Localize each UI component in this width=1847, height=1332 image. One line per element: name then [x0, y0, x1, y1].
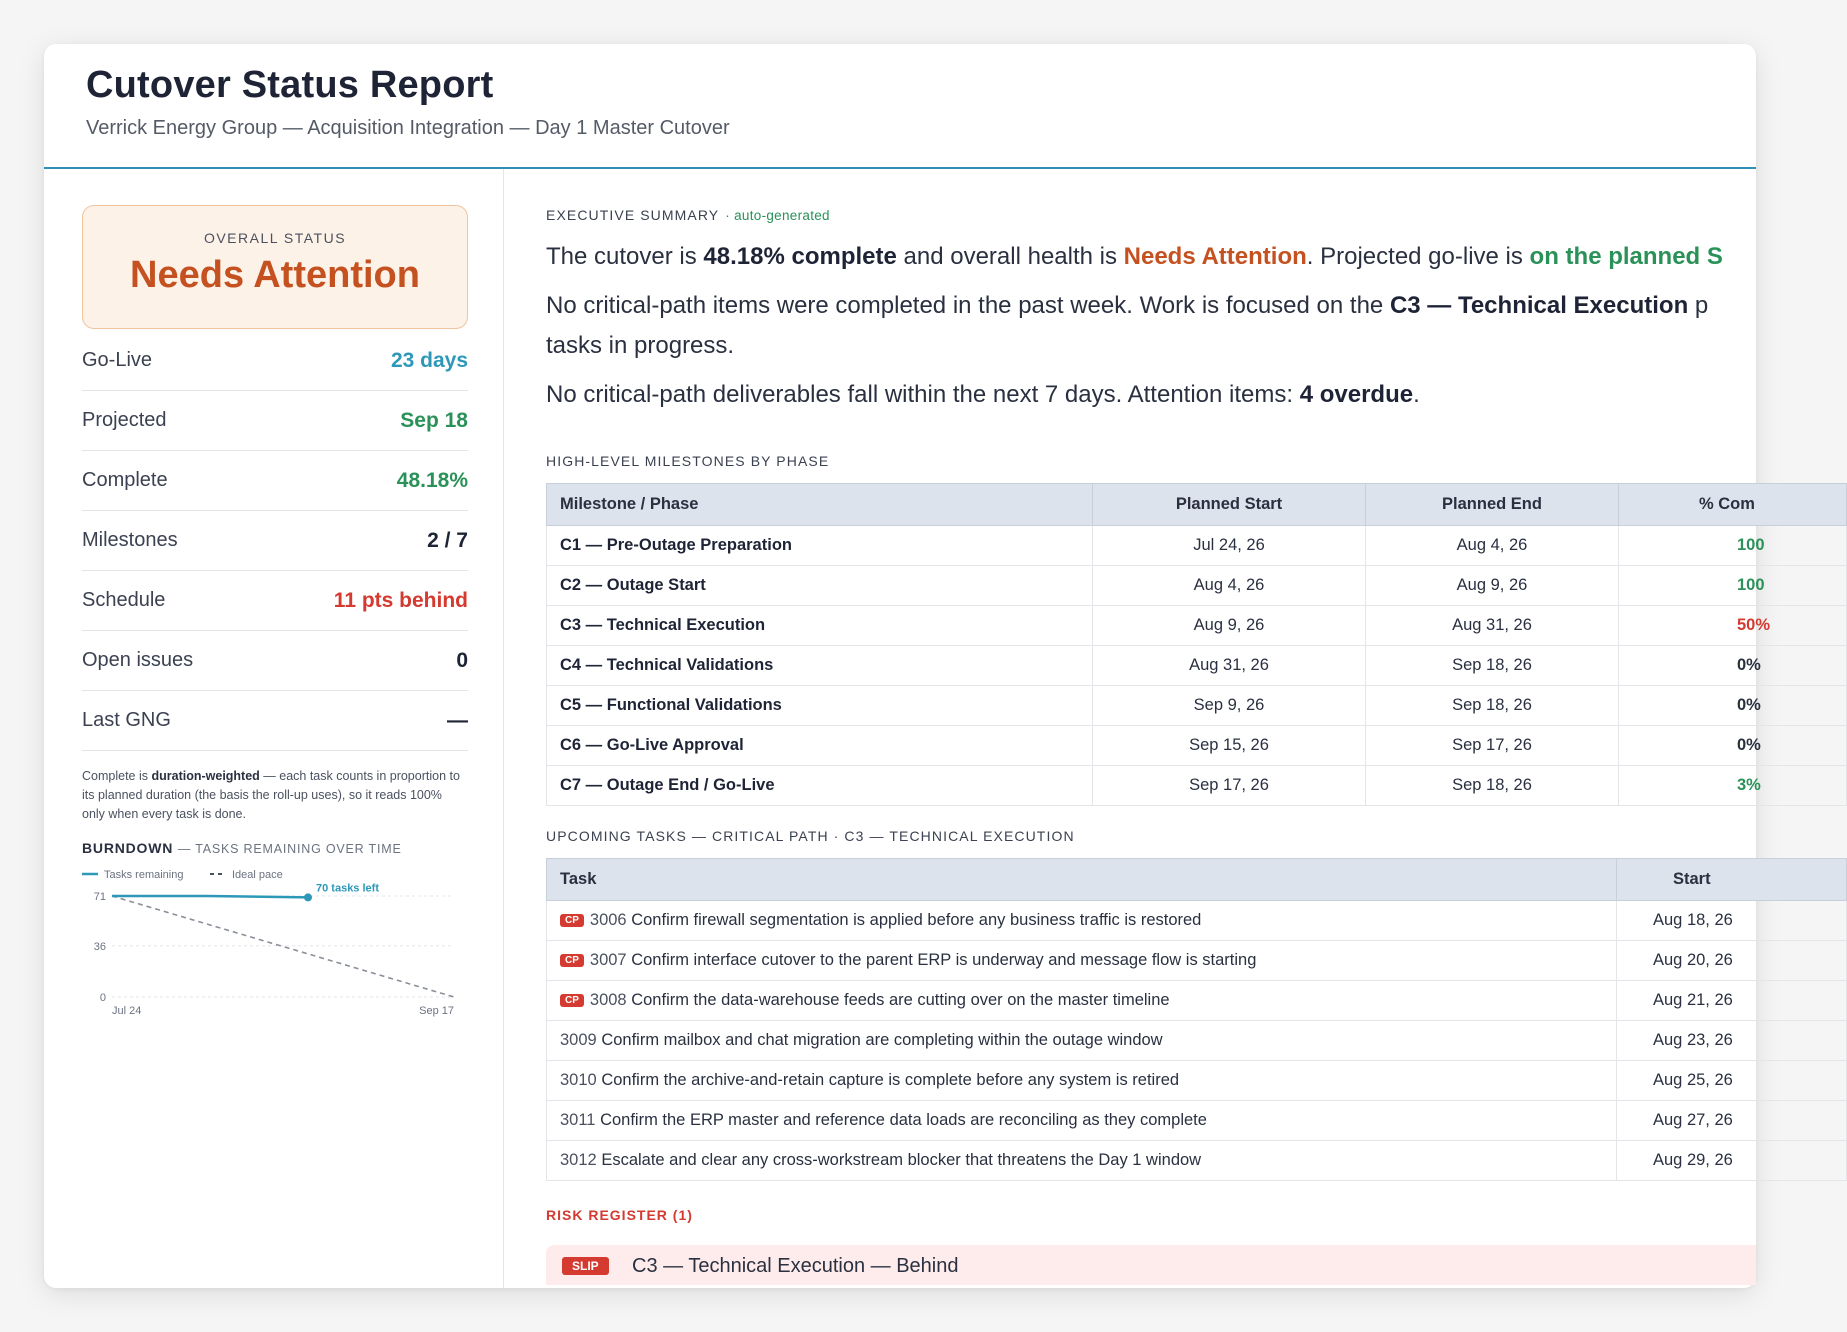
task-start: Aug 18, 26	[1617, 901, 1847, 941]
tasks-heading: UPCOMING TASKS — CRITICAL PATH · C3 — TECHNICAL EXECUTION	[546, 828, 1075, 844]
kpi-row	[82, 451, 468, 511]
kpi-value: 0	[456, 648, 468, 672]
milestone-end: Aug 9, 26	[1366, 566, 1619, 606]
col-start[interactable]: Start	[1617, 859, 1847, 901]
task-id: 3006	[589, 911, 627, 929]
page-subtitle: Verrick Energy Group — Acquisition Integration — Day 1 Master Cutover	[86, 117, 730, 139]
x-tick-label: Jul 24	[112, 1005, 142, 1017]
task-text: Confirm the data-warehouse feeds are cutting over on the master timeline	[631, 991, 1170, 1009]
col-task[interactable]: Task	[547, 859, 1617, 901]
milestone-row[interactable]	[547, 686, 1847, 726]
critical-path-badge: CP	[560, 994, 584, 1007]
task-id: 3010	[560, 1071, 597, 1089]
milestone-name: C4 — Technical Validations	[547, 646, 1093, 686]
kpi-value: 23 days	[390, 348, 468, 372]
milestone-name: C2 — Outage Start	[547, 566, 1093, 606]
milestone-end: Sep 18, 26	[1366, 766, 1619, 806]
tasks-remaining-point	[304, 893, 312, 901]
sidebar	[44, 169, 504, 1288]
task-id: 3007	[589, 951, 627, 969]
milestone-start: Sep 15, 26	[1093, 726, 1366, 766]
task-text: Confirm firewall segmentation is applied before any business traffic is restored	[631, 911, 1202, 929]
risk-text: C3 — Technical Execution — Behind	[632, 1255, 959, 1277]
milestone-name: C3 — Technical Execution	[547, 606, 1093, 646]
kpi-value: —	[447, 708, 468, 732]
kpi-value: 2 / 7	[427, 528, 468, 552]
milestone-start: Sep 17, 26	[1093, 766, 1366, 806]
overall-status-value: Needs Attention	[130, 254, 420, 296]
ideal-pace-line	[112, 896, 454, 997]
task-id: 3008	[589, 991, 627, 1009]
milestone-name: C1 — Pre-Outage Preparation	[547, 526, 1093, 566]
milestone-start: Aug 9, 26	[1093, 606, 1366, 646]
milestone-start: Sep 9, 26	[1093, 686, 1366, 726]
milestone-pct: 0%	[1619, 646, 1847, 686]
milestone-row[interactable]	[547, 646, 1847, 686]
milestone-pct: 0%	[1619, 686, 1847, 726]
task-cell	[547, 981, 1617, 1021]
milestone-pct: 3%	[1619, 766, 1847, 806]
critical-path-badge: CP	[560, 954, 584, 967]
task-cell	[547, 1061, 1617, 1101]
task-text: Confirm the ERP master and reference data loads are reconciling as they complete	[600, 1111, 1207, 1129]
kpi-row	[82, 331, 468, 391]
summary-heading: EXECUTIVE SUMMARY · auto-generated	[546, 207, 830, 223]
milestone-row[interactable]	[547, 526, 1847, 566]
milestone-row[interactable]	[547, 726, 1847, 766]
risk-heading: RISK REGISTER (1)	[546, 1207, 693, 1223]
executive-summary	[546, 237, 1756, 415]
task-row[interactable]	[547, 1141, 1847, 1181]
task-row[interactable]	[547, 941, 1847, 981]
col-pct-complete[interactable]: % Com	[1619, 484, 1847, 526]
task-start: Aug 20, 26	[1617, 941, 1847, 981]
milestones-heading: HIGH-LEVEL MILESTONES BY PHASE	[546, 453, 830, 469]
milestone-name: C7 — Outage End / Go-Live	[547, 766, 1093, 806]
milestone-end: Sep 18, 26	[1366, 646, 1619, 686]
milestone-start: Aug 4, 26	[1093, 566, 1366, 606]
kpi-value: 48.18%	[396, 468, 468, 492]
col-planned-start[interactable]: Planned Start	[1093, 484, 1366, 526]
kpi-list	[82, 331, 468, 751]
task-row[interactable]	[547, 981, 1847, 1021]
task-row[interactable]	[547, 901, 1847, 941]
task-row[interactable]	[547, 1061, 1847, 1101]
task-start: Aug 25, 26	[1617, 1061, 1847, 1101]
milestone-pct: 100	[1619, 566, 1847, 606]
task-cell	[547, 941, 1617, 981]
risk-item[interactable]	[546, 1245, 1756, 1285]
milestone-end: Sep 17, 26	[1366, 726, 1619, 766]
task-text: Confirm the archive-and-retain capture is complete before any system is retired	[601, 1071, 1180, 1089]
burndown-chart	[82, 866, 468, 1046]
legend-ideal-label: Ideal pace	[232, 869, 283, 881]
task-cell	[547, 901, 1617, 941]
summary-p3: No critical-path deliverables fall within the next 7 days. Attention items: 4 overdue.	[546, 381, 1420, 408]
kpi-label: Milestones	[82, 529, 178, 551]
kpi-value: 11 pts behind	[333, 588, 468, 612]
burndown-callout: 70 tasks left	[316, 882, 379, 895]
task-text: Escalate and clear any cross-workstream blocker that threatens the Day 1 window	[601, 1151, 1202, 1169]
milestone-name: C5 — Functional Validations	[547, 686, 1093, 726]
kpi-row	[82, 511, 468, 571]
kpi-label: Complete	[82, 469, 168, 491]
kpi-value: Sep 18	[400, 408, 468, 432]
overall-status-label: OVERALL STATUS	[203, 230, 347, 246]
milestone-pct: 100	[1619, 526, 1847, 566]
summary-p1: The cutover is 48.18% complete and overall health is Needs Attention. Projected go-live is on the planned S	[546, 243, 1723, 270]
task-id: 3011	[560, 1111, 596, 1129]
kpi-row	[82, 691, 468, 751]
complete-note: Complete is duration-weighted — each task counts in proportion to its planned duration (the basis the roll-up uses), so it reads 100% only when every task is done.	[82, 769, 460, 821]
task-text: Confirm mailbox and chat migration are completing within the outage window	[601, 1031, 1163, 1049]
milestones-table	[546, 483, 1847, 806]
milestone-pct: 50%	[1619, 606, 1847, 646]
tasks-table	[546, 858, 1847, 1181]
milestone-name: C6 — Go-Live Approval	[547, 726, 1093, 766]
kpi-label: Projected	[82, 409, 167, 431]
milestone-row[interactable]	[547, 566, 1847, 606]
report-card	[44, 44, 1771, 1288]
milestone-row[interactable]	[547, 606, 1847, 646]
main-content	[504, 169, 1771, 1288]
col-planned-end[interactable]: Planned End	[1366, 484, 1619, 526]
milestone-row[interactable]	[547, 766, 1847, 806]
critical-path-badge: CP	[560, 914, 584, 927]
milestone-end: Aug 4, 26	[1366, 526, 1619, 566]
kpi-label: Last GNG	[82, 709, 171, 731]
task-row[interactable]	[547, 1021, 1847, 1061]
col-milestone[interactable]: Milestone / Phase	[547, 484, 1093, 526]
task-id: 3012	[560, 1151, 597, 1169]
task-start: Aug 21, 26	[1617, 981, 1847, 1021]
kpi-label: Go-Live	[82, 349, 153, 371]
page-title: Cutover Status Report	[86, 64, 494, 106]
kpi-row	[82, 631, 468, 691]
kpi-row	[82, 391, 468, 451]
milestone-start: Jul 24, 26	[1093, 526, 1366, 566]
kpi-label: Open issues	[82, 649, 194, 671]
overall-status-card	[82, 205, 468, 329]
legend-remaining-label: Tasks remaining	[104, 869, 184, 881]
task-cell	[547, 1101, 1617, 1141]
milestone-start: Aug 31, 26	[1093, 646, 1366, 686]
slip-badge: SLIP	[562, 1257, 609, 1275]
task-id: 3009	[560, 1031, 597, 1049]
report-header	[44, 44, 1756, 169]
milestone-end: Sep 18, 26	[1366, 686, 1619, 726]
kpi-row	[82, 571, 468, 631]
burndown-title: BURNDOWN — TASKS REMAINING OVER TIME	[82, 840, 402, 856]
task-text: Confirm interface cutover to the parent ERP is underway and message flow is starting	[631, 951, 1257, 969]
milestone-end: Aug 31, 26	[1366, 606, 1619, 646]
summary-p2: No critical-path items were completed in the past week. Work is focused on the C3 — Technical Execution p	[546, 292, 1709, 319]
task-start: Aug 23, 26	[1617, 1021, 1847, 1061]
task-start: Aug 29, 26	[1617, 1141, 1847, 1181]
milestone-pct: 0%	[1619, 726, 1847, 766]
task-cell	[547, 1021, 1617, 1061]
kpi-label: Schedule	[82, 589, 166, 611]
burndown-svg	[82, 866, 472, 1046]
task-row[interactable]	[547, 1101, 1847, 1141]
summary-p2-cont: tasks in progress.	[546, 332, 735, 359]
y-tick-label: 0	[99, 992, 106, 1004]
tasks-remaining-line	[112, 896, 308, 897]
y-tick-label: 71	[93, 891, 106, 903]
y-tick-label: 36	[93, 940, 106, 953]
x-tick-label: Sep 17	[419, 1005, 454, 1017]
task-start: Aug 27, 26	[1617, 1101, 1847, 1141]
task-cell	[547, 1141, 1617, 1181]
